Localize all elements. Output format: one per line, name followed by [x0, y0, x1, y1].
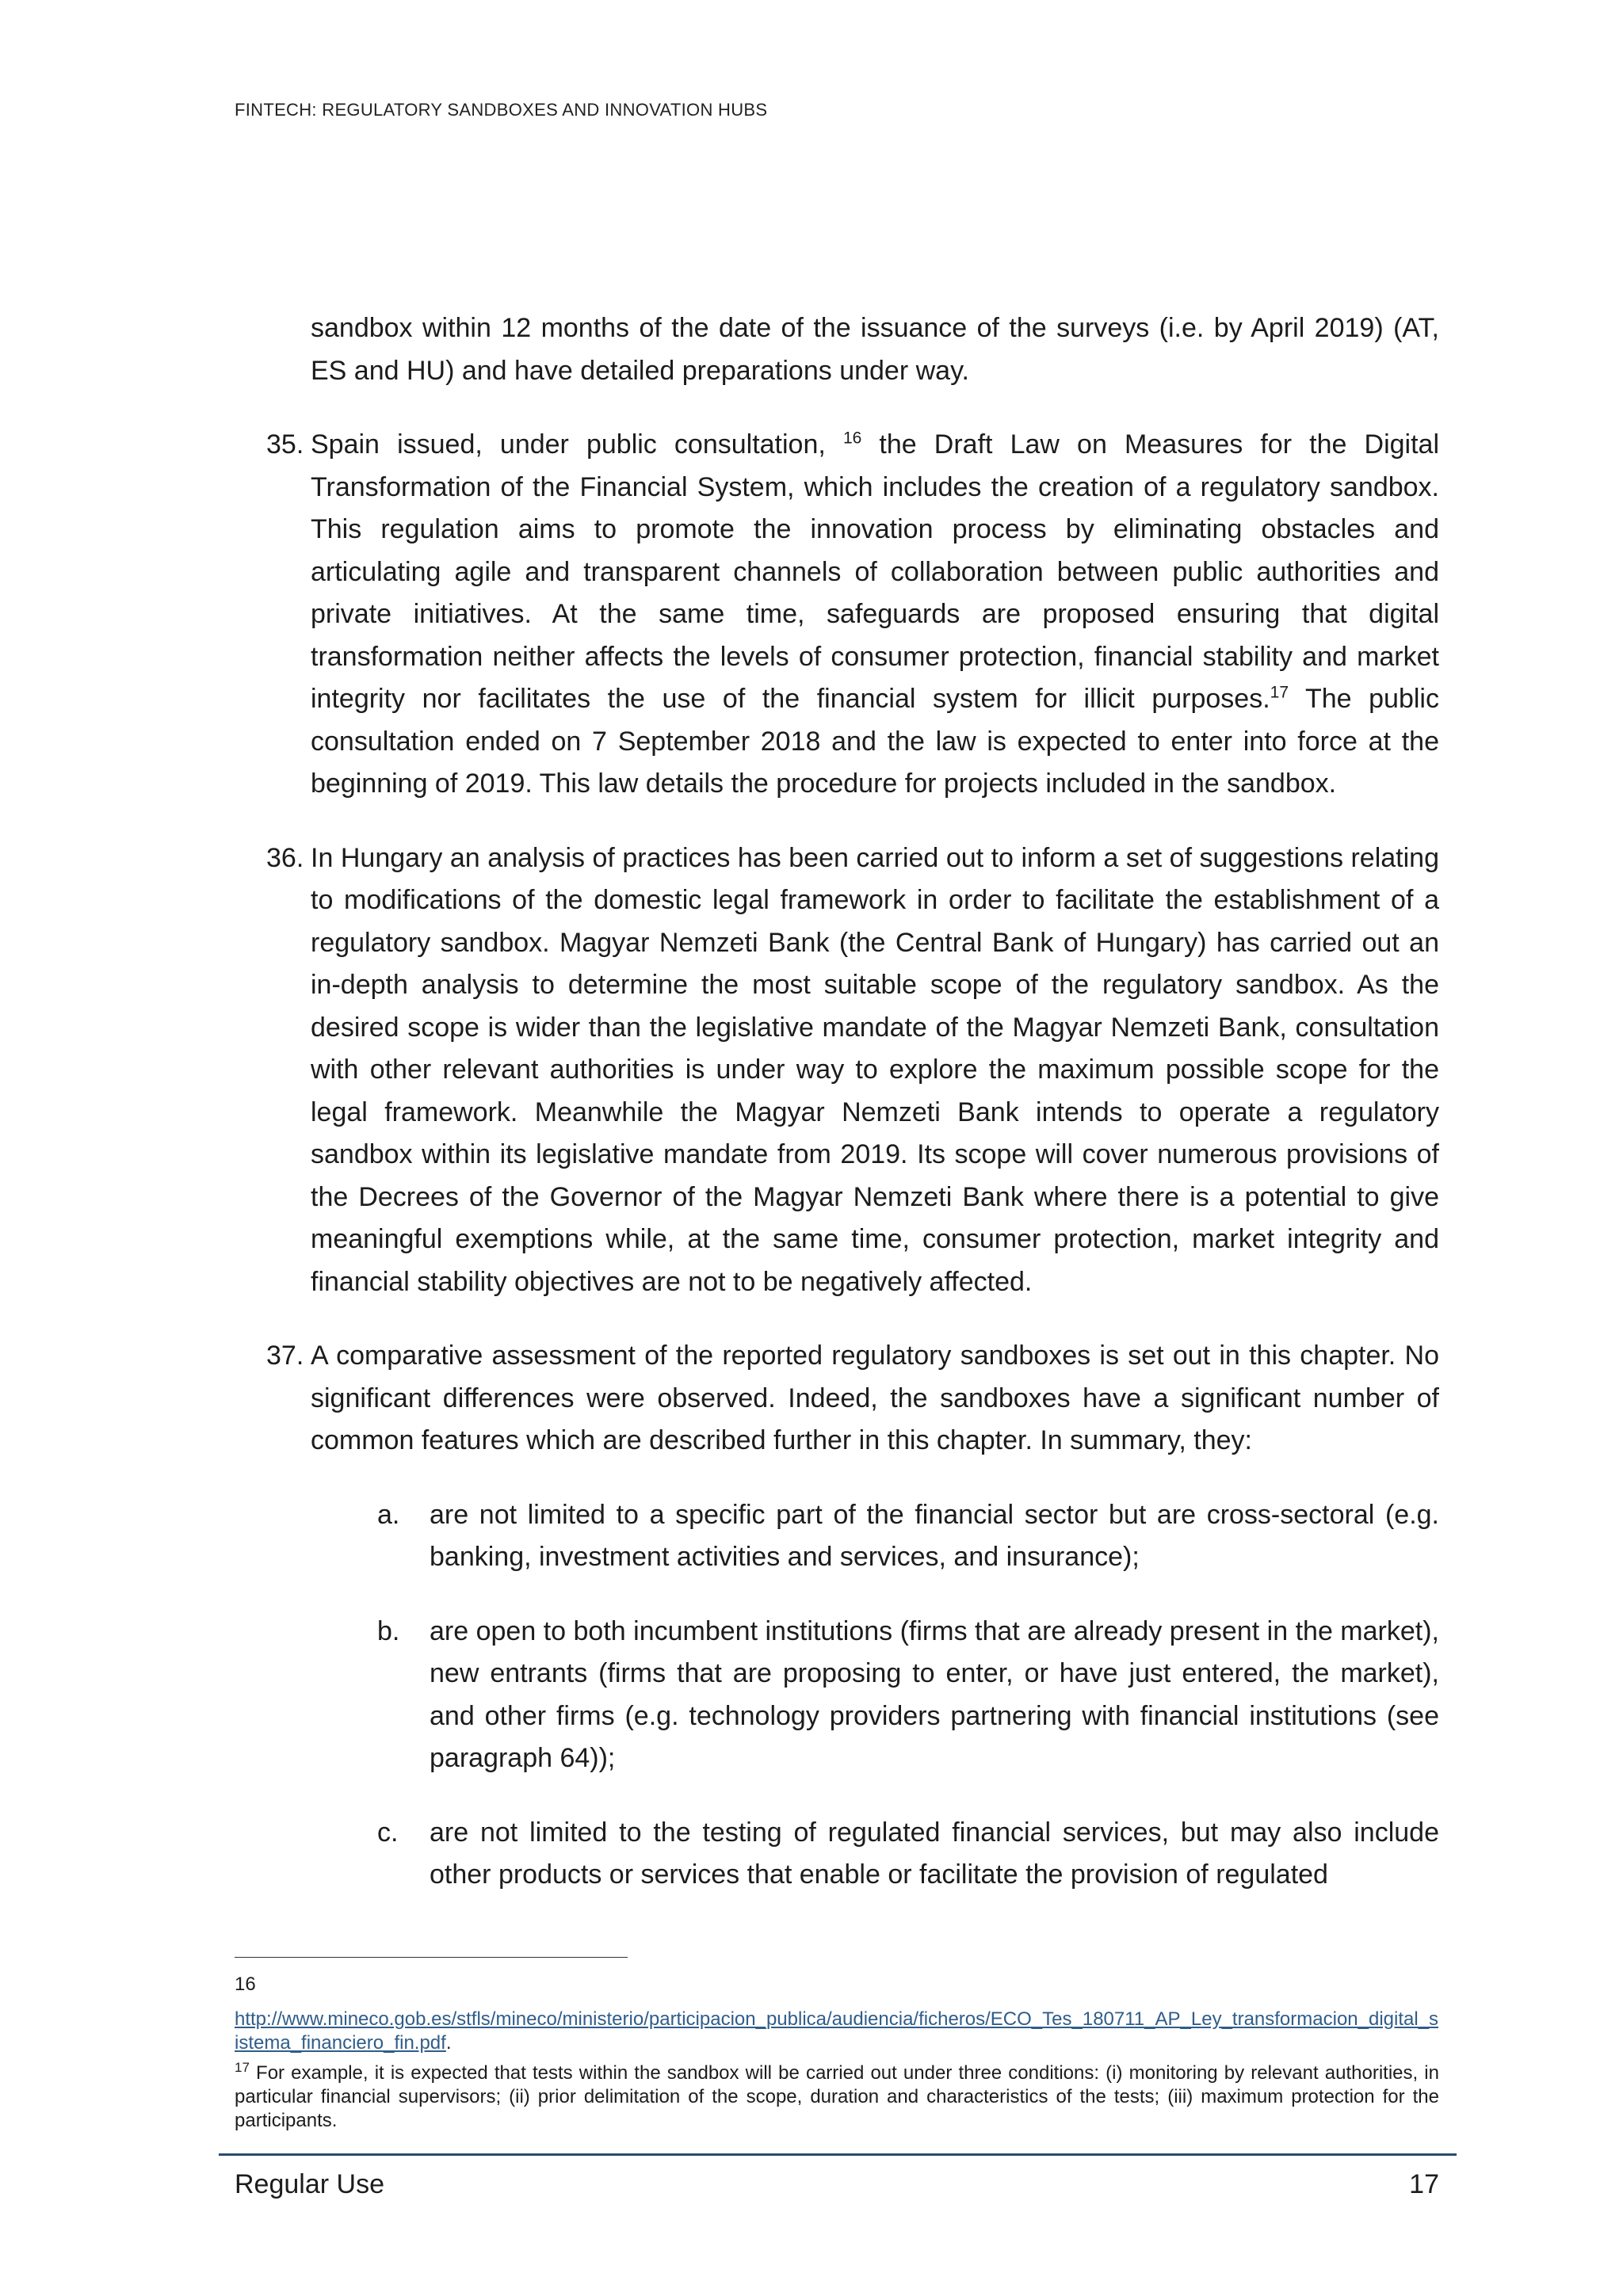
list-item-c	[235, 1812, 1439, 1897]
list-item-letter: a.	[377, 1499, 400, 1530]
footnote-17-text: For example, it is expected that tests within the sandbox will be carried out under three conditions: (i) monitoring by relevant authorities, in particular financial supervisors; (ii) prior delimitation of the scope, duration and characteristics of the tests; (iii) maximum protection for the participants.	[235, 2062, 1439, 2131]
footnote-16-link[interactable]: http://www.mineco.gob.es/stfls/mineco/ministerio/participacion_publica/audiencia/ficheros/ECO_Tes_180711_AP_Ley_transformacion_digital_sistema_financiero_fin.pdf	[235, 2008, 1439, 2054]
body-text	[235, 307, 1439, 1928]
footer-classification: Regular Use	[235, 2169, 384, 2199]
paragraph-text: A comparative assessment of the reported regulatory sandboxes is set out in this chapter. No significant differences were observed. Indeed, the sandboxes have a significant number of common features which are described further in this chapter. In summary, they:	[311, 1341, 1439, 1455]
list-item-letter: b.	[377, 1615, 400, 1646]
footnotes	[235, 1973, 1439, 2133]
paragraph-number: 36.	[266, 842, 304, 873]
footnote-ref-17[interactable]: 17	[1270, 683, 1289, 702]
footnote-17	[235, 2061, 1439, 2133]
paragraph-37	[235, 1335, 1439, 1463]
list-item-text: are not limited to the testing of regulated financial services, but may also include other products or services that enable or facilitate the provision of regulated	[430, 1817, 1439, 1890]
footnote-ref-16[interactable]: 16	[842, 429, 862, 448]
paragraph-35	[235, 424, 1439, 806]
summary-list	[235, 1494, 1439, 1897]
continuation-paragraph	[235, 307, 1439, 392]
footnote-separator	[235, 1957, 628, 1958]
list-item-text: are not limited to a specific part of the financial sector but are cross-sectoral (e.g. banking, investment activities and services, and insurance);	[430, 1499, 1439, 1572]
paragraph-number: 35.	[266, 429, 304, 460]
footnote-16-tail: .	[445, 2032, 452, 2054]
footer-divider	[219, 2153, 1457, 2156]
footnote-16	[235, 2008, 1439, 2055]
paragraph-text-part: Spain issued, under public consultation,	[311, 429, 843, 460]
paragraph-text-part: the Draft Law on Measures for the Digital Transformation of the Financial System, which includes the creation of a regulatory sandbox. This regulation aims to promote the innovation process by eliminating obstacles and articulating agile and transparent channels of collaboration between public authorities and private initiatives. At the same time, safeguards are proposed ensuring that digital transformation neither affects the levels of consumer protection, financial stability and market integrity nor facilitates the use of the financial system for illicit purposes.	[311, 429, 1440, 714]
page-number: 17	[1409, 2169, 1439, 2199]
running-header: FINTECH: REGULATORY SANDBOXES AND INNOVATION HUBS	[235, 100, 768, 120]
paragraph-number: 37.	[266, 1341, 304, 1371]
paragraph-36	[235, 837, 1439, 1304]
footnote-17-number: 17	[235, 2060, 250, 2075]
footnote-16-number: 16	[235, 1974, 256, 1995]
paragraph-text-part: The public consultation ended on 7 September 2018 and the law is expected to enter into force at the beginning of 2019. This law details the procedure for projects included in the sandbox.	[311, 684, 1439, 799]
continuation-text: sandbox within 12 months of the date of the issuance of the surveys (i.e. by April 2019) (AT, ES and HU) and have detailed preparations under way.	[311, 313, 1439, 386]
list-item-a	[235, 1494, 1439, 1579]
list-item-letter: c.	[377, 1817, 399, 1848]
list-item-b	[235, 1611, 1439, 1780]
paragraph-text: In Hungary an analysis of practices has been carried out to inform a set of suggestions relating to modifications of the domestic legal framework in order to facilitate the establishment of a regulatory sandbox. Magyar Nemzeti Bank (the Central Bank of Hungary) has carried out an in-depth analysis to determine the most suitable scope of the regulatory sandbox. As the desired scope is wider than the legislative mandate of the Magyar Nemzeti Bank, consultation with other relevant authorities is under way to explore the maximum possible scope for the legal framework. Meanwhile the Magyar Nemzeti Bank intends to operate a regulatory sandbox within its legislative mandate from 2019. Its scope will cover numerous provisions of the Decrees of the Governor of the Magyar Nemzeti Bank where there is a potential to give meaningful exemptions while, at the same time, consumer protection, market integrity and financial stability objectives are not to be negatively affected.	[311, 842, 1439, 1297]
list-item-text: are open to both incumbent institutions (firms that are already present in the market), new entrants (firms that are proposing to enter, or have just entered, the market), and other firms (e.g. technology providers partnering with financial institutions (see paragraph 64));	[430, 1615, 1439, 1773]
